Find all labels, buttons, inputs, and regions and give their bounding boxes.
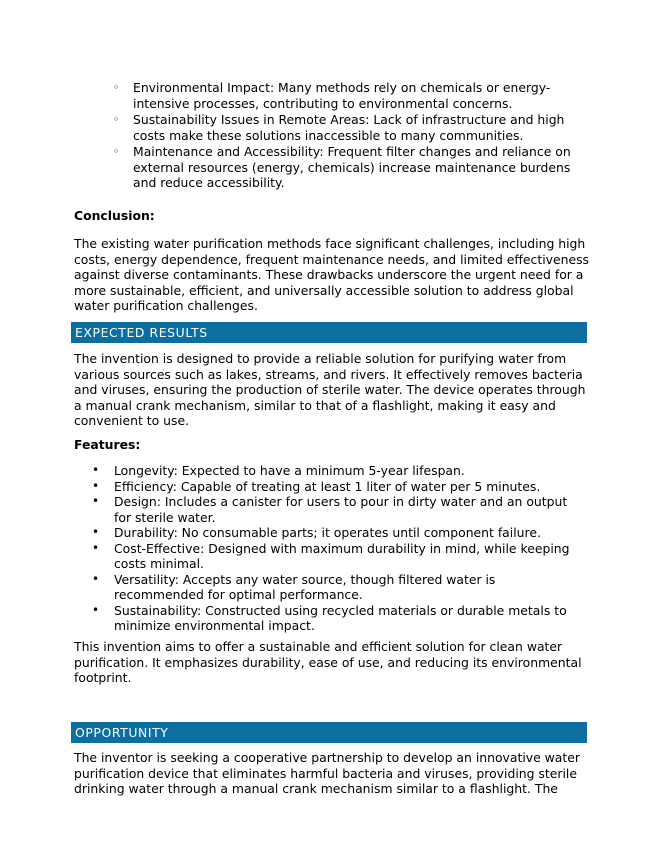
hollow-bullet-icon: ◦ <box>113 113 120 126</box>
list-item <box>113 80 593 111</box>
list-item-text: Sustainability: Constructed using recycled materials or durable metals to minimize environmental impact. <box>114 602 567 633</box>
bullet-icon: • <box>92 540 100 555</box>
list-item <box>92 571 584 603</box>
list-item-text: Maintenance and Accessibility: Frequent filter changes and reliance on external resources (energy, chemicals) increase maintenance burdens and reduce accessibility. <box>133 144 571 190</box>
list-item-text: Sustainability Issues in Remote Areas: Lack of infrastructure and high costs make these solutions inaccessible to many communities. <box>133 112 565 143</box>
list-item <box>92 478 584 495</box>
hollow-bullet-icon: ◦ <box>113 145 120 158</box>
list-item-text: Versatility: Accepts any water source, though filtered water is recommended for optimal performance. <box>114 571 496 602</box>
issues-list <box>113 80 593 191</box>
list-item <box>113 112 593 143</box>
bullet-icon: • <box>92 571 100 586</box>
expected-results-summary: This invention aims to offer a sustainable and efficient solution for clean water purification. It emphasizes durability, ease of use, and reducing its environmental footprint. <box>74 639 582 685</box>
features-heading: Features: <box>74 437 141 452</box>
list-item-text: Efficiency: Capable of treating at least 1 liter of water per 5 minutes. <box>114 478 541 494</box>
bullet-icon: • <box>92 525 100 539</box>
expected-results-intro: The invention is designed to provide a reliable solution for purifying water from various sources such as lakes, streams, and rivers. It effectively removes bacteria and viruses, ensuring the production of sterile water. The device operates through a manual crank mechanism, similar to that of a flashlight, making it easy and convenient to use. <box>74 351 586 428</box>
opportunity-paragraph: The inventor is seeking a cooperative partnership to develop an innovative water purification device that eliminates harmful bacteria and viruses, providing sterile drinking water through a manual crank mechanism similar to a flashlight. The <box>74 750 580 796</box>
list-item <box>92 540 584 572</box>
list-item <box>92 494 584 525</box>
list-item-text: Longevity: Expected to have a minimum 5-year lifespan. <box>114 463 465 478</box>
expected-results-section-header: EXPECTED RESULTS <box>71 322 587 343</box>
list-item <box>92 525 584 541</box>
hollow-bullet-icon: ◦ <box>113 81 120 94</box>
bullet-icon: • <box>92 478 100 493</box>
conclusion-heading: Conclusion: <box>74 208 155 223</box>
list-item <box>113 144 593 191</box>
bullet-icon: • <box>92 602 100 617</box>
list-item-text: Durability: No consumable parts; it operates until component failure. <box>114 525 541 540</box>
bullet-icon: • <box>92 494 100 508</box>
list-item <box>92 602 584 634</box>
list-item-text: Design: Includes a canister for users to pour in dirty water and an output for sterile water. <box>114 494 568 525</box>
list-item-text: Environmental Impact: Many methods rely on chemicals or energy-intensive processes, contributing to environmental concerns. <box>133 80 551 111</box>
bullet-icon: • <box>92 463 100 477</box>
list-item <box>92 463 584 479</box>
list-item-text: Cost-Effective: Designed with maximum durability in mind, while keeping costs minimal. <box>114 540 570 571</box>
opportunity-section-header: OPPORTUNITY <box>71 722 587 743</box>
features-list <box>92 463 584 634</box>
conclusion-paragraph: The existing water purification methods face significant challenges, including high costs, energy dependence, frequent maintenance needs, and limited effectiveness against diverse contaminants. These drawbacks underscore the urgent need for a more sustainable, efficient, and universally accessible solution to address global water purification challenges. <box>74 236 590 313</box>
